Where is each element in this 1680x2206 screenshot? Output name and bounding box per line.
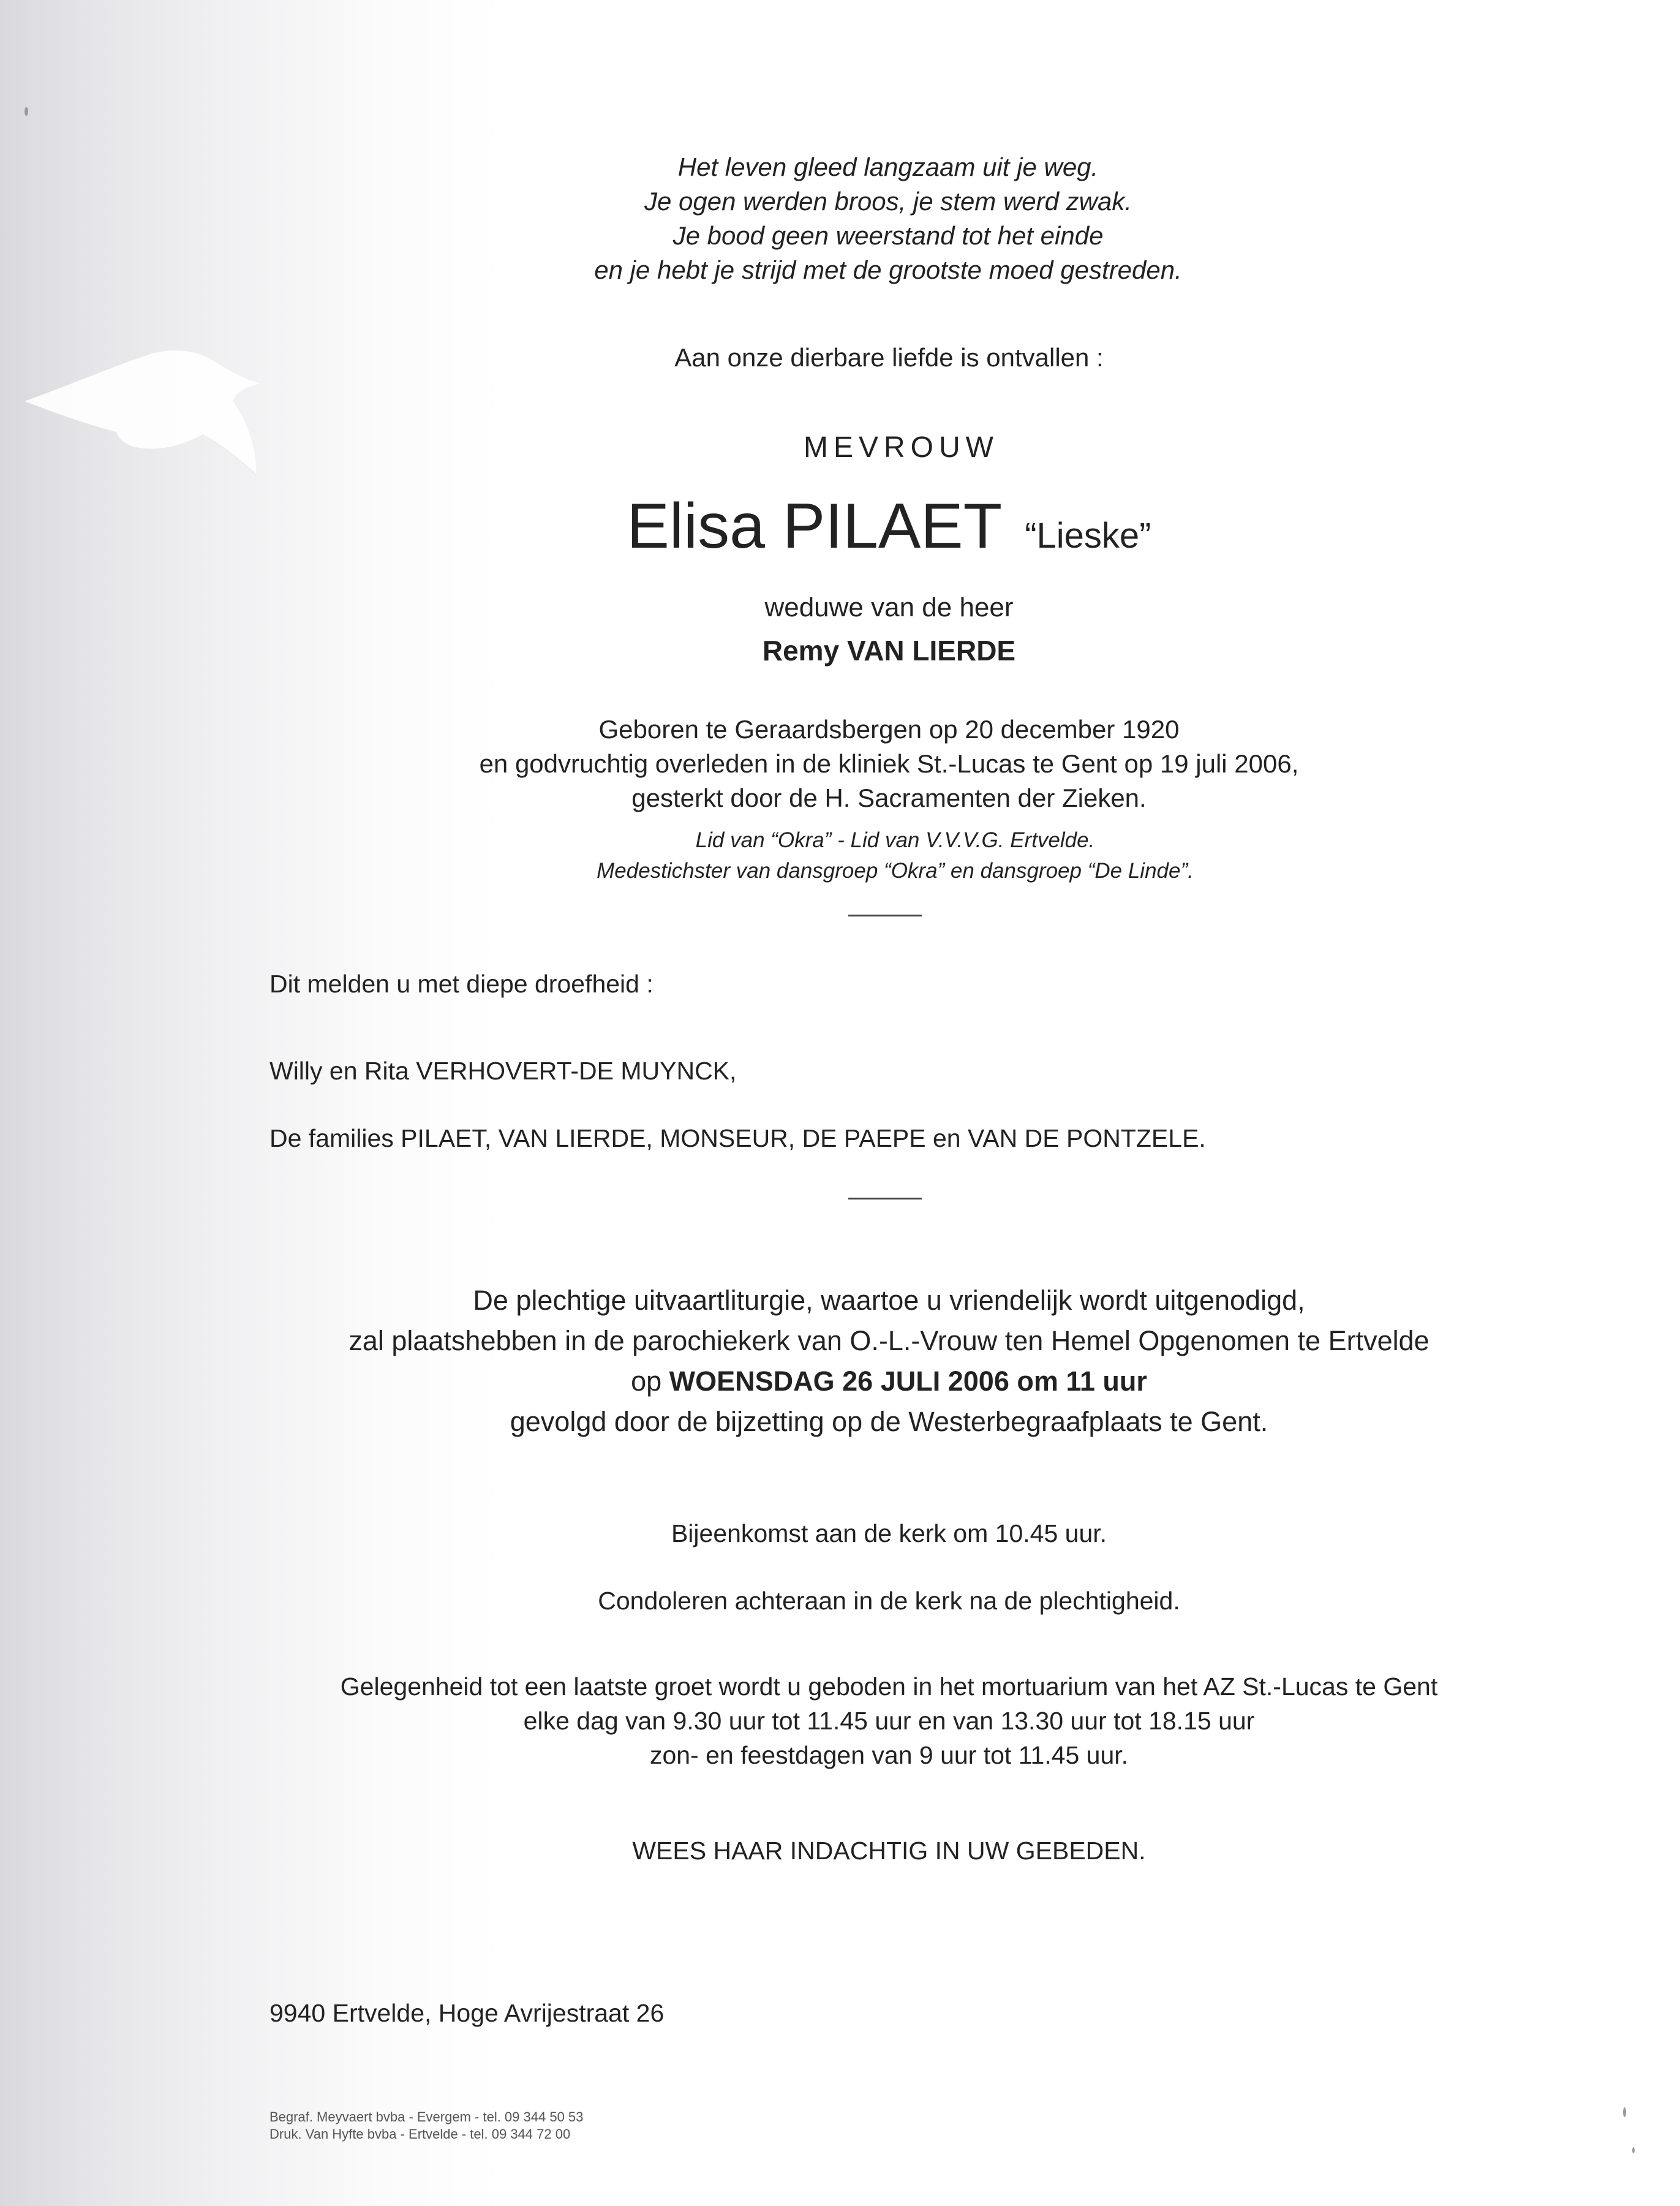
paper-speck [1623, 2107, 1626, 2117]
credit-line: Druk. Van Hyfte bvba - Ertvelde - tel. 09 344 72 00 [269, 2126, 571, 2142]
intro-text: Aan onze dierbare liefde is ontvallen : [674, 343, 1104, 372]
deceased-name: Elisa PILAET [627, 491, 1001, 562]
funeral-line: zal plaatshebben in de parochiekerk van O.-L.-Vrouw ten Hemel Opgenomen te Ertvelde [348, 1325, 1430, 1356]
poem-line: Het leven gleed langzaam uit je weg. [677, 153, 1099, 181]
visitation-details [0, 1669, 1680, 1772]
funeral-date-prefix: op [631, 1366, 662, 1397]
birth-line: Geboren te Geraardsbergen op 20 december 1920 [598, 715, 1180, 744]
visitation-line: elke dag van 9.30 uur tot 11.45 uur en van 13.30 uur tot 18.15 uur [523, 1707, 1255, 1735]
poem-line: Je bood geen weerstand tot het einde [672, 221, 1104, 250]
funeral-details [0, 1280, 1680, 1442]
death-line: en godvruchtig overleden in de kliniek St.-Lucas te Gent op 19 juli 2006, [479, 749, 1299, 778]
membership-line: Medestichster van dansgroep “Okra” en dansgroep “De Linde”. [597, 859, 1194, 883]
widow-of-text: weduwe van de heer [764, 592, 1014, 622]
funeral-date: WOENSDAG 26 JULI 2006 om 11 uur [669, 1366, 1147, 1397]
visitation-line: zon- en feestdagen van 9 uur tot 11.45 uur. [649, 1741, 1129, 1769]
sacraments-line: gesterkt door de H. Sacramenten der Zieken. [631, 784, 1147, 812]
birth-death-details [0, 712, 1680, 815]
condolences-text: Condoleren achteraan in de kerk na de plechtigheid. [598, 1587, 1180, 1615]
divider [848, 915, 922, 916]
funeral-line: De plechtige uitvaartliturgie, waartoe u vriendelijk wordt uitgenodigd, [473, 1285, 1305, 1316]
announcement-text: Dit melden u met diepe droefheid : [269, 970, 654, 998]
memberships [0, 825, 1680, 886]
gathering-text: Bijeenkomst aan de kerk om 10.45 uur. [671, 1519, 1107, 1547]
mourner-line: De families PILAET, VAN LIERDE, MONSEUR, DE PAEPE en VAN DE PONTZELE. [269, 1124, 1206, 1152]
address-text: 9940 Ertvelde, Hoge Avrijestraat 26 [269, 1999, 665, 2027]
paper-speck [1632, 2147, 1635, 2153]
mourner-line: Willy en Rita VERHOVERT-DE MUYNCK, [269, 1057, 737, 1085]
credit-line: Begraf. Meyvaert bvba - Evergem - tel. 09 344 50 53 [269, 2109, 584, 2125]
visitation-line: Gelegenheid tot een laatste groet wordt u geboden in het mortuarium van het AZ St.-Lucas te Gent [340, 1672, 1438, 1701]
divider [848, 1198, 922, 1199]
printer-credits [269, 2109, 583, 2143]
nickname: “Lieske” [1025, 516, 1151, 556]
poem [490, 150, 1286, 287]
prayer-text: WEES HAAR INDACHTIG IN UW GEBEDEN. [632, 1837, 1146, 1865]
deceased-name-line [0, 490, 1680, 563]
salutation: MEVROUW [804, 431, 999, 464]
husband-name: Remy VAN LIERDE [762, 635, 1016, 667]
poem-line: Je ogen werden broos, je stem werd zwak. [644, 187, 1132, 216]
poem-line: en je hebt je strijd met de grootste moed gestreden. [594, 255, 1182, 284]
funeral-line: gevolgd door de bijzetting op de Westerbegraafplaats te Gent. [510, 1406, 1268, 1437]
funeral-date-line [98, 1361, 1680, 1402]
paper-speck [24, 107, 28, 116]
membership-line: Lid van “Okra” - Lid van V.V.V.G. Ertvelde. [695, 828, 1095, 852]
